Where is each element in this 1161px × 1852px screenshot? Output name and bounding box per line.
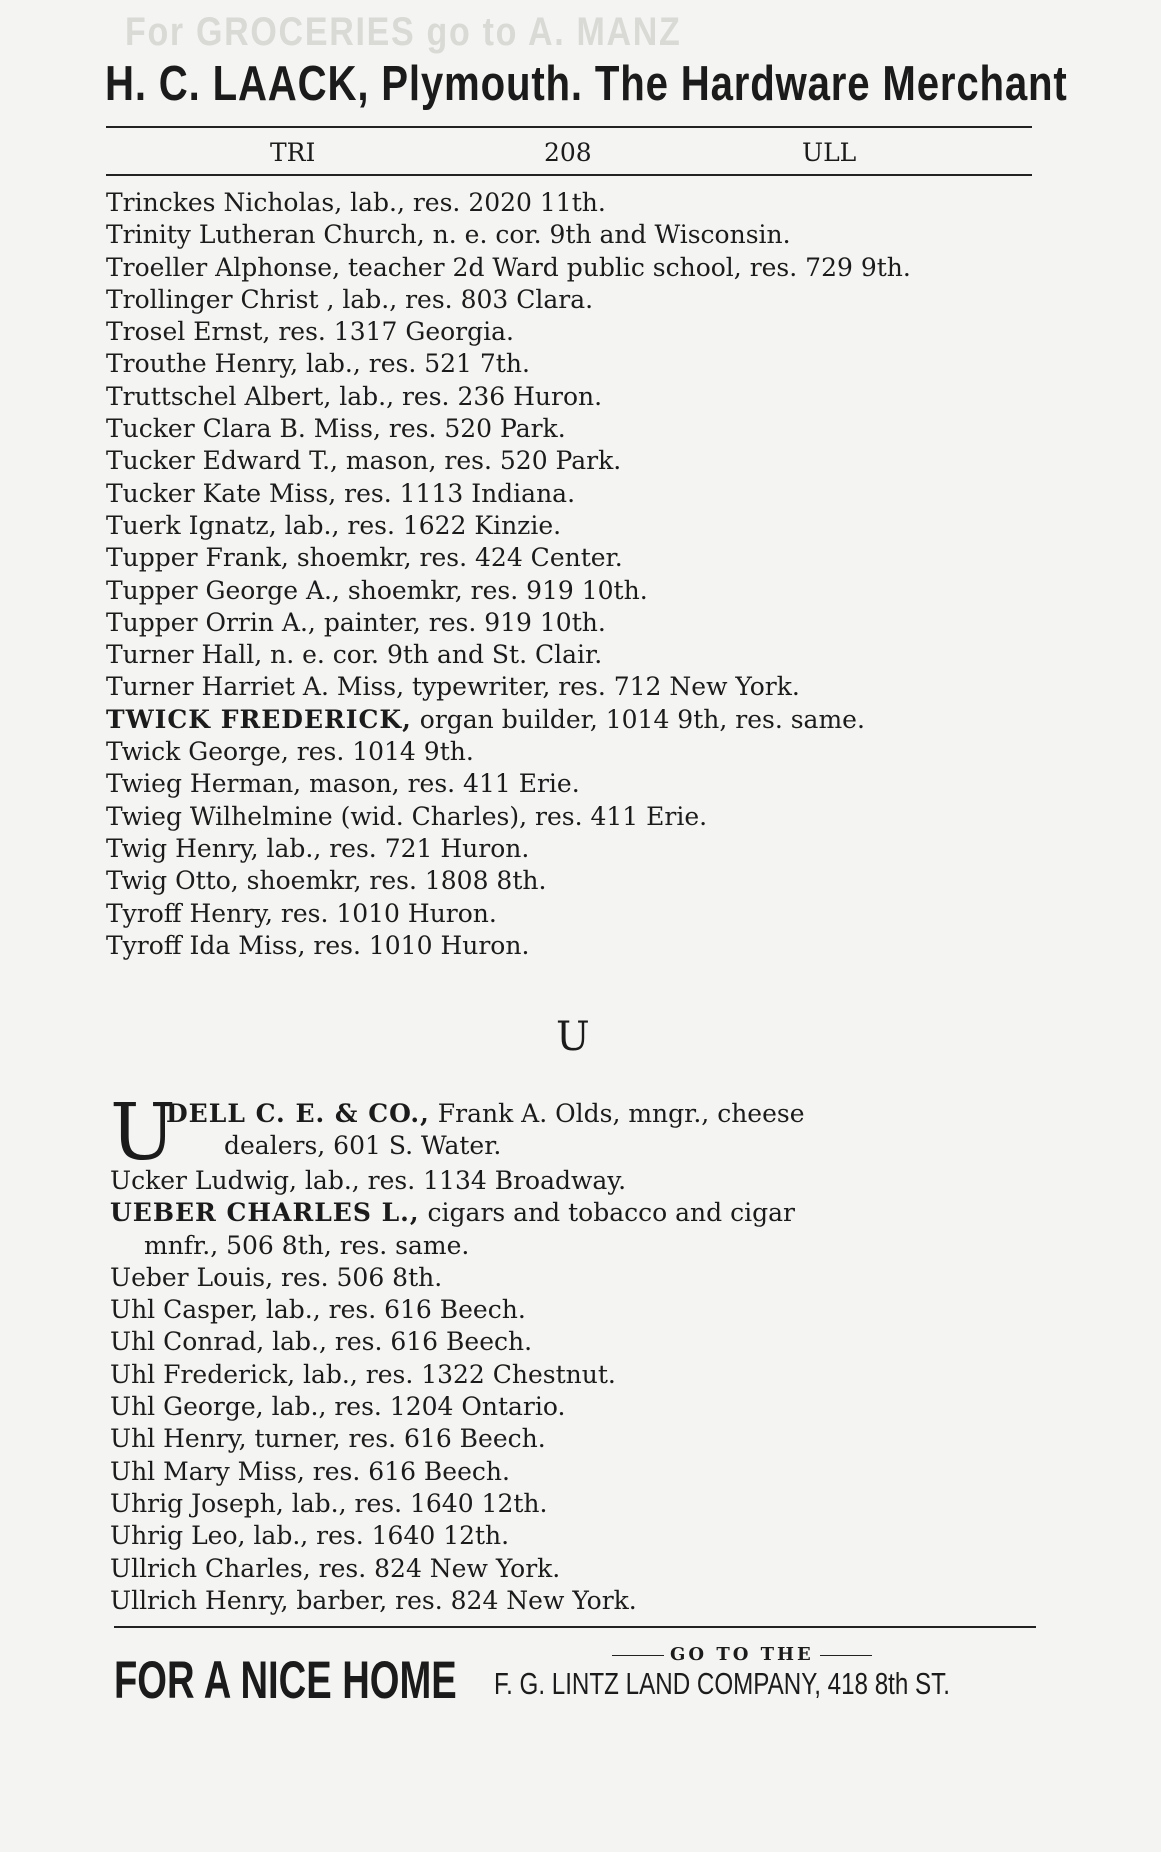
entry-details: res. 506 8th. — [273, 1262, 443, 1292]
footer-go-to: GO TO THE — [670, 1644, 814, 1665]
entry-details: shoemkr, res. 919 10th. — [339, 575, 648, 605]
entry-name: Tucker Edward T., — [106, 446, 338, 476]
header-rule-top — [106, 126, 1032, 128]
directory-entry — [110, 1520, 1040, 1552]
bleed-through-text: For GROCERIES go to A. MANZ — [125, 10, 682, 54]
entry-name: Tupper Orrin A., — [106, 607, 316, 637]
directory-entry — [106, 865, 1036, 897]
entry-details: lab., res. 236 Huron. — [331, 381, 603, 411]
entry-name: Twieg Herman, — [106, 769, 302, 799]
directory-entry — [110, 1294, 1040, 1326]
entry-details: shoemkr, res. 1808 8th. — [238, 866, 547, 896]
footer-big-text: FOR A NICE HOME — [114, 1651, 457, 1710]
entry-details: lab., res. 721 Huron. — [258, 833, 530, 863]
entry-details: cigars and tobacco and cigar — [419, 1198, 795, 1228]
footer-advertisement — [114, 1644, 1044, 1710]
udell-line2: dealers, 601 S. Water. — [224, 1131, 502, 1160]
entry-name: TWICK FREDERICK, — [106, 704, 412, 734]
directory-entry — [106, 833, 1036, 865]
directory-entry — [106, 510, 1036, 542]
directory-entry — [110, 1553, 1040, 1585]
entry-name: Twig Henry, — [106, 833, 259, 863]
udell-rest: Frank A. Olds, mngr., cheese — [429, 1099, 805, 1128]
directory-entry — [106, 413, 1036, 445]
directory-entry — [110, 1230, 1040, 1262]
entry-name: Truttschel Albert, — [106, 381, 332, 411]
entry-name: Turner Hall, — [106, 640, 263, 670]
entry-name: Uhl Casper, — [110, 1295, 258, 1325]
entry-details: lab., res. 1204 Ontario. — [263, 1392, 566, 1422]
entry-name: Tupper Frank, — [106, 543, 289, 573]
entry-name: Tyroff Ida Miss, — [106, 930, 306, 960]
directory-entry — [106, 898, 1036, 930]
directory-entry — [106, 252, 1036, 284]
entry-details: typewriter, res. 712 New York. — [404, 672, 800, 702]
entry-details: n. e. cor. 9th and St. Clair. — [262, 640, 603, 670]
directory-entry — [110, 1359, 1040, 1391]
directory-entry — [106, 219, 1036, 251]
entry-name: Tupper George A., — [106, 575, 340, 605]
directory-entry — [106, 542, 1036, 574]
entry-name: Trinity Lutheran Church, — [106, 220, 425, 250]
entry-name: Ucker Ludwig, — [110, 1166, 297, 1195]
directory-entry — [110, 1423, 1040, 1455]
entry-name: Turner Harriet A. Miss, — [106, 672, 405, 702]
entry-details: res. 1317 Georgia. — [270, 317, 514, 347]
entry-name: Ullrich Charles, — [110, 1553, 311, 1583]
directory-entry — [110, 1326, 1040, 1358]
entry-details: lab., res. 803 Clara. — [334, 284, 594, 314]
entry-details: organ builder, 1014 9th, res. same. — [411, 704, 865, 734]
running-head-left: TRI — [270, 138, 316, 167]
footer-company: F. G. LINTZ LAND COMPANY, 418 8th ST. — [494, 1666, 950, 1701]
entry-details: painter, res. 919 10th. — [315, 607, 606, 637]
entry-details: teacher 2d Ward public school, res. 729 9th. — [340, 252, 911, 282]
directory-entry — [106, 284, 1036, 316]
entry-name: Trouthe Henry, — [106, 349, 299, 379]
entry-details: lab., res. 1322 Chestnut. — [295, 1359, 616, 1389]
directory-entry — [110, 1585, 1040, 1617]
directory-entry — [106, 478, 1036, 510]
footer-dash-left — [612, 1655, 664, 1656]
u-entries-list — [110, 1165, 1040, 1617]
entry-details: lab., res. 616 Beech. — [264, 1327, 533, 1357]
directory-entry — [110, 1391, 1040, 1423]
entry-details: res. 1014 9th. — [288, 737, 474, 767]
entry-details: mason, res. 520 Park. — [337, 446, 622, 476]
entry-details: mnfr., 506 8th, res. same. — [144, 1230, 470, 1260]
entry-details: mason, res. 411 Erie. — [301, 769, 580, 799]
section-letter: U — [556, 1014, 590, 1060]
running-head — [106, 138, 1032, 168]
directory-entry — [110, 1262, 1040, 1294]
directory-entry — [106, 381, 1036, 413]
directory-entry — [106, 736, 1036, 768]
entry-name: Tucker Kate Miss, — [106, 478, 337, 508]
entry-name: Trosel Ernst, — [106, 317, 271, 347]
entry-name: Tuerk Ignatz, — [106, 510, 277, 540]
directory-entry — [106, 187, 1036, 219]
directory-entry — [106, 348, 1036, 380]
entry-details: lab., res. 1622 Kinzie. — [276, 510, 562, 540]
entry-name: UEBER CHARLES L., — [110, 1198, 420, 1228]
entry-name: Uhl Henry, — [110, 1424, 247, 1454]
entry-details: (wid. Charles), res. 411 Erie. — [332, 801, 708, 831]
entry-name: Tyroff Henry, — [106, 898, 273, 928]
entry-details: lab., res. 616 Beech. — [257, 1295, 526, 1325]
entry-name: Twieg Wilhelmine — [106, 801, 333, 831]
entry-details: res. 1010 Huron. — [305, 930, 530, 960]
entry-details: lab., res. 1640 12th. — [245, 1521, 510, 1551]
page-number: 208 — [544, 138, 592, 167]
entry-details: n. e. cor. 9th and Wisconsin. — [424, 220, 791, 250]
drop-cap: U — [110, 1088, 176, 1178]
entry-name: Twick George, — [106, 737, 289, 767]
entry-details: turner, res. 616 Beech. — [246, 1424, 546, 1454]
directory-entry — [106, 671, 1036, 703]
entry-name: Trinckes Nicholas, — [106, 188, 343, 217]
entry-name: Troeller Alphonse, — [106, 252, 341, 282]
entry-name: Uhl Frederick, — [110, 1359, 296, 1389]
directory-entry — [106, 316, 1036, 348]
udell-name: DELL C. E. & CO., — [166, 1099, 430, 1128]
directory-entry — [106, 445, 1036, 477]
entry-name: Ullrich Henry, — [110, 1585, 289, 1615]
entry-name: Twig Otto, — [106, 866, 239, 896]
t-entries-list — [106, 187, 1036, 962]
footer-dash-right — [820, 1655, 872, 1656]
header-rule-bottom — [106, 174, 1032, 176]
entry-name: Uhl Conrad, — [110, 1327, 265, 1357]
entry-name: Uhl Mary Miss, — [110, 1456, 305, 1486]
directory-entry — [110, 1456, 1040, 1488]
footer-rule — [114, 1626, 1036, 1628]
entry-name: Tucker Clara B. Miss, — [106, 414, 381, 444]
entry-name: Trollinger Christ , — [106, 284, 335, 314]
entry-details: shoemkr, res. 424 Center. — [288, 543, 623, 573]
entry-name: Uhrig Leo, — [110, 1521, 246, 1551]
directory-entry — [106, 575, 1036, 607]
directory-entry — [106, 801, 1036, 833]
entry-details: lab., res. 1134 Broadway. — [296, 1166, 627, 1195]
entry-name: Ueber Louis, — [110, 1262, 274, 1292]
header-advertisement: H. C. LAACK, Plymouth. The Hardware Merchant — [105, 57, 1068, 111]
running-head-right: ULL — [802, 138, 857, 167]
directory-entry — [110, 1197, 1040, 1229]
directory-entry — [106, 607, 1036, 639]
entry-details: barber, res. 824 New York. — [288, 1585, 637, 1615]
directory-entry — [106, 639, 1036, 671]
directory-entry — [106, 930, 1036, 962]
directory-entry — [110, 1165, 1040, 1197]
entry-details: lab., res. 2020 11th. — [342, 188, 606, 217]
entry-name: Uhl George, — [110, 1392, 264, 1422]
directory-entry — [106, 704, 1036, 736]
directory-entry — [106, 768, 1036, 800]
entry-details: res. 520 Park. — [380, 414, 566, 444]
entry-details: res. 1113 Indiana. — [336, 478, 576, 508]
entry-details: lab., res. 521 7th. — [298, 349, 530, 379]
entry-details: res. 616 Beech. — [304, 1456, 510, 1486]
directory-entry — [110, 1488, 1040, 1520]
entry-details: res. 824 New York. — [310, 1553, 561, 1583]
entry-details: res. 1010 Huron. — [272, 898, 497, 928]
entry-name: Uhrig Joseph, — [110, 1488, 284, 1518]
entry-details: lab., res. 1640 12th. — [283, 1488, 548, 1518]
